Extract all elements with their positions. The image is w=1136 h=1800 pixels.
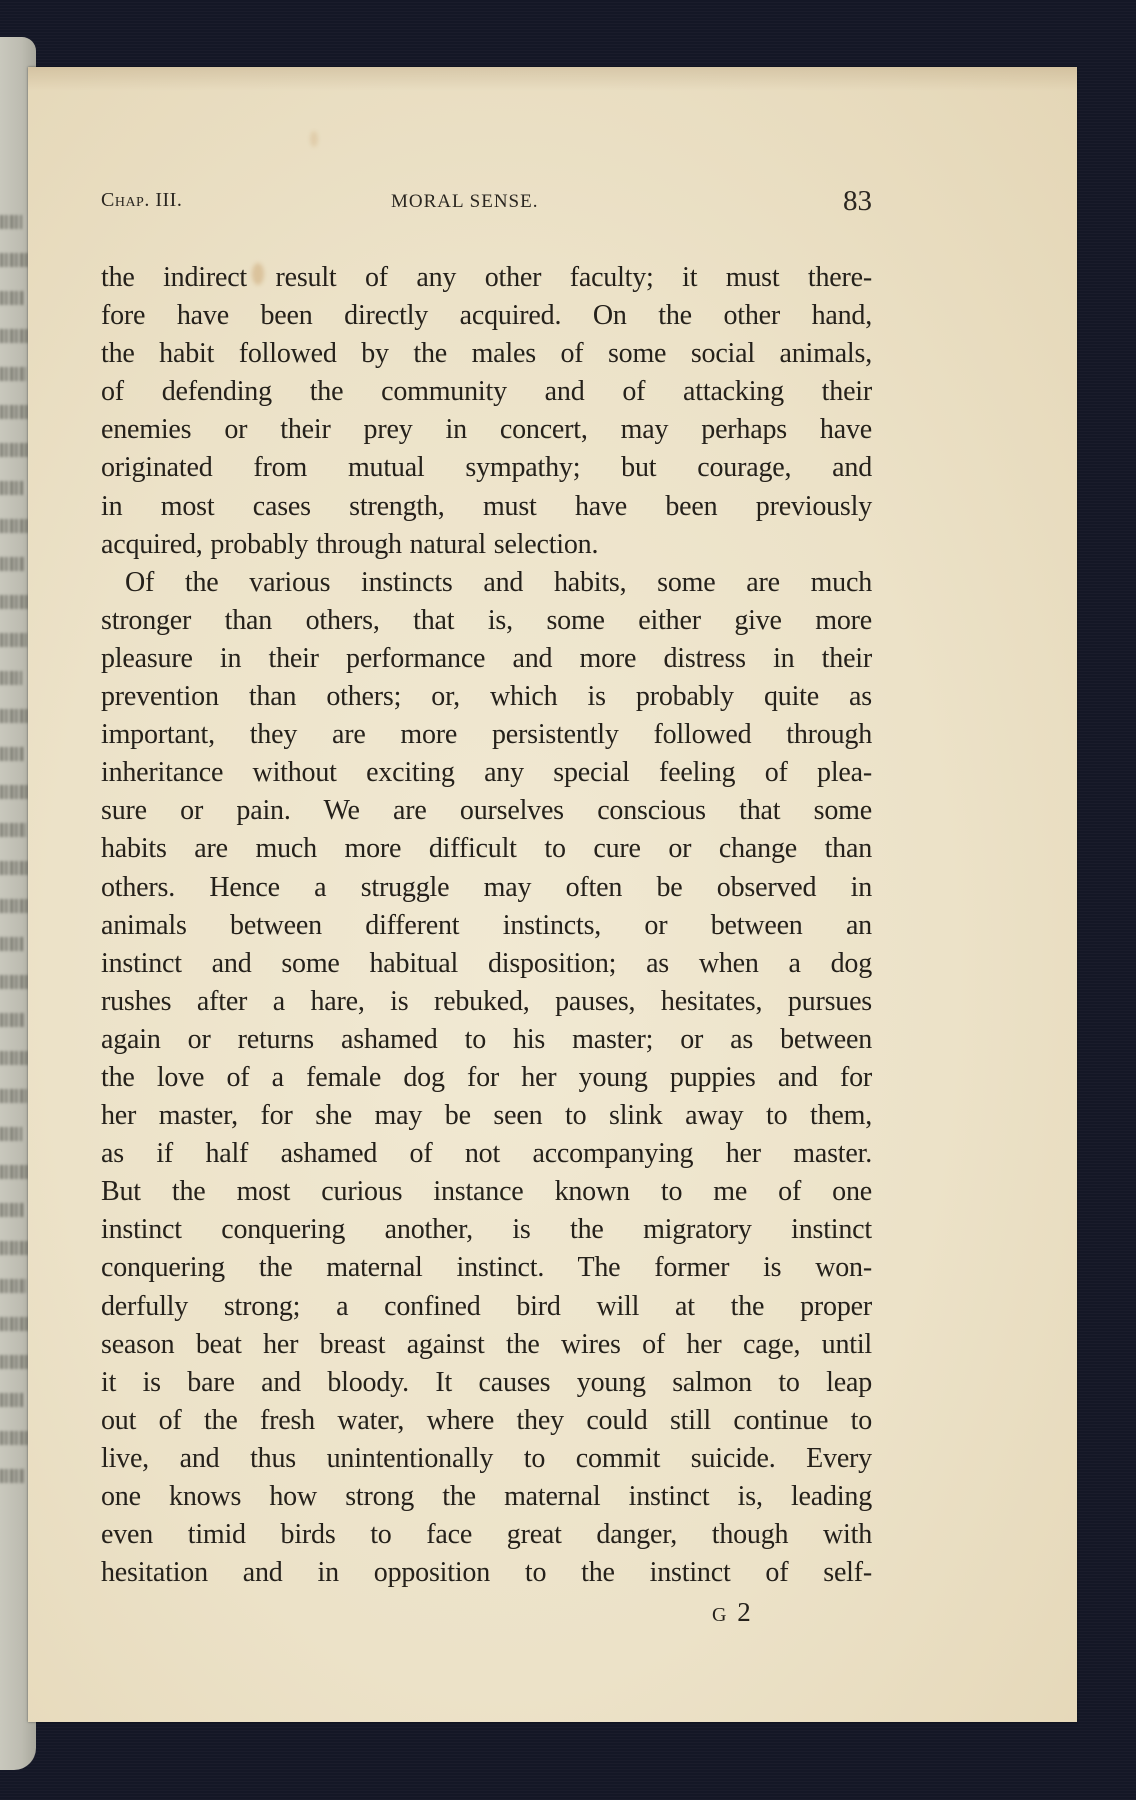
text-line: one knows how strong the maternal instinct is, leading: [101, 1481, 872, 1512]
facing-page-text-mark: [0, 443, 28, 457]
text-line: inheritance without exciting any special feeling of plea-: [101, 757, 872, 789]
text-line: acquired, probably through natural selection.: [101, 528, 599, 560]
facing-page-text-mark: [0, 1279, 26, 1293]
chapter-label: Chap. III.: [101, 189, 183, 211]
text-line: the love of a female dog for her young puppies and for: [101, 1061, 872, 1093]
facing-page-text-mark: [0, 823, 26, 837]
text-line: conquering the maternal instinct. The former is won-: [101, 1252, 872, 1284]
body-text: [101, 259, 872, 1592]
text-line: instinct and some habitual disposition; as when a dog: [101, 947, 872, 979]
book-page: [28, 67, 1077, 1722]
facing-page-text-mark: [0, 633, 27, 647]
facing-page-text-mark: [0, 747, 24, 761]
text-line: stronger than others, that is, some either give more: [101, 604, 872, 636]
text-line: But the most curious instance known to me of one: [101, 1176, 872, 1208]
text-line: her master, for she may be seen to slink away to them,: [101, 1100, 872, 1132]
text-line: instinct conquering another, is the migratory instinct: [101, 1214, 872, 1246]
facing-page-text-mark: [0, 1393, 23, 1407]
text-line: derfully strong; a confined bird will at the proper: [101, 1290, 872, 1322]
facing-page-text-mark: [0, 1089, 27, 1103]
facing-page-text-mark: [0, 253, 29, 267]
facing-page-text-mark: [0, 937, 23, 951]
text-line: pleasure in their performance and more distress in their: [101, 642, 872, 674]
text-line: in most cases strength, must have been previously: [101, 490, 872, 522]
text-line: season beat her breast against the wires of her cage, until: [101, 1328, 872, 1360]
facing-page-text-mark: [0, 1241, 31, 1255]
facing-page-text-mark: [0, 1203, 24, 1217]
facing-page-text-mark: [0, 1431, 30, 1445]
text-line: hesitation and in opposition to the instinct of self-: [101, 1557, 872, 1589]
text-line: out of the fresh water, where they could still continue to: [101, 1404, 872, 1436]
facing-page-text-mark: [0, 975, 30, 989]
text-line: live, and thus unintentionally to commit suicide. Every: [101, 1442, 872, 1474]
text-line: even timid birds to face great danger, though with: [101, 1519, 872, 1551]
text-line: again or returns ashamed to his master; or as between: [101, 1023, 872, 1055]
facing-page-text-mark: [0, 1165, 29, 1179]
facing-page-text-mark: [0, 367, 26, 381]
running-title: MORAL SENSE.: [391, 191, 539, 212]
facing-page-text-mark: [0, 291, 24, 305]
facing-page-text-mark: [0, 1469, 25, 1483]
text-line: sure or pain. We are ourselves conscious that some: [101, 795, 872, 827]
text-line: habits are much more difficult to cure or change than: [101, 833, 872, 865]
paper-stain: [310, 131, 318, 147]
text-line: the habit followed by the males of some social animals,: [101, 338, 872, 370]
facing-page-text-mark: [0, 709, 29, 723]
facing-page-text-mark: [0, 557, 25, 571]
signature-number: 2: [737, 1597, 753, 1627]
facing-page-text-mark: [0, 1355, 28, 1369]
text-line: it is bare and bloody. It causes young salmon to leap: [101, 1366, 872, 1398]
page-number: 83: [843, 185, 872, 217]
facing-page-text-mark: [0, 481, 23, 495]
running-head: [101, 185, 872, 219]
facing-page-text-mark: [0, 1013, 25, 1027]
text-line: others. Hence a struggle may often be observed in: [101, 871, 872, 903]
text-line: rushes after a hare, is rebuked, pauses, hesitates, pursues: [101, 985, 872, 1017]
facing-page-text-mark: [0, 519, 30, 533]
text-line: the indirect result of any other faculty; it must there-: [101, 262, 872, 293]
text-line: prevention than others; or, which is probably quite as: [101, 681, 872, 713]
text-line: fore have been directly acquired. On the other hand,: [101, 300, 872, 332]
facing-page-text-mark: [0, 215, 22, 229]
facing-page-text-mark: [0, 785, 31, 799]
text-line: enemies or their prey in concert, may perhaps have: [101, 414, 872, 446]
facing-page-text-mark: [0, 329, 31, 343]
text-line: Of the various instincts and habits, some are much: [125, 566, 872, 598]
text-line: important, they are more persistently followed through: [101, 719, 872, 751]
signature-letter: G: [712, 1604, 729, 1626]
text-line: animals between different instincts, or between an: [101, 909, 872, 941]
facing-page-text-mark: [0, 1127, 22, 1141]
text-line: originated from mutual sympathy; but courage, and: [101, 452, 872, 484]
facing-page-text-mark: [0, 671, 22, 685]
printer-signature-mark: [712, 1597, 753, 1628]
facing-page-text-mark: [0, 899, 28, 913]
text-line: as if half ashamed of not accompanying her master.: [101, 1138, 872, 1170]
text-line: of defending the community and of attacking their: [101, 376, 872, 408]
